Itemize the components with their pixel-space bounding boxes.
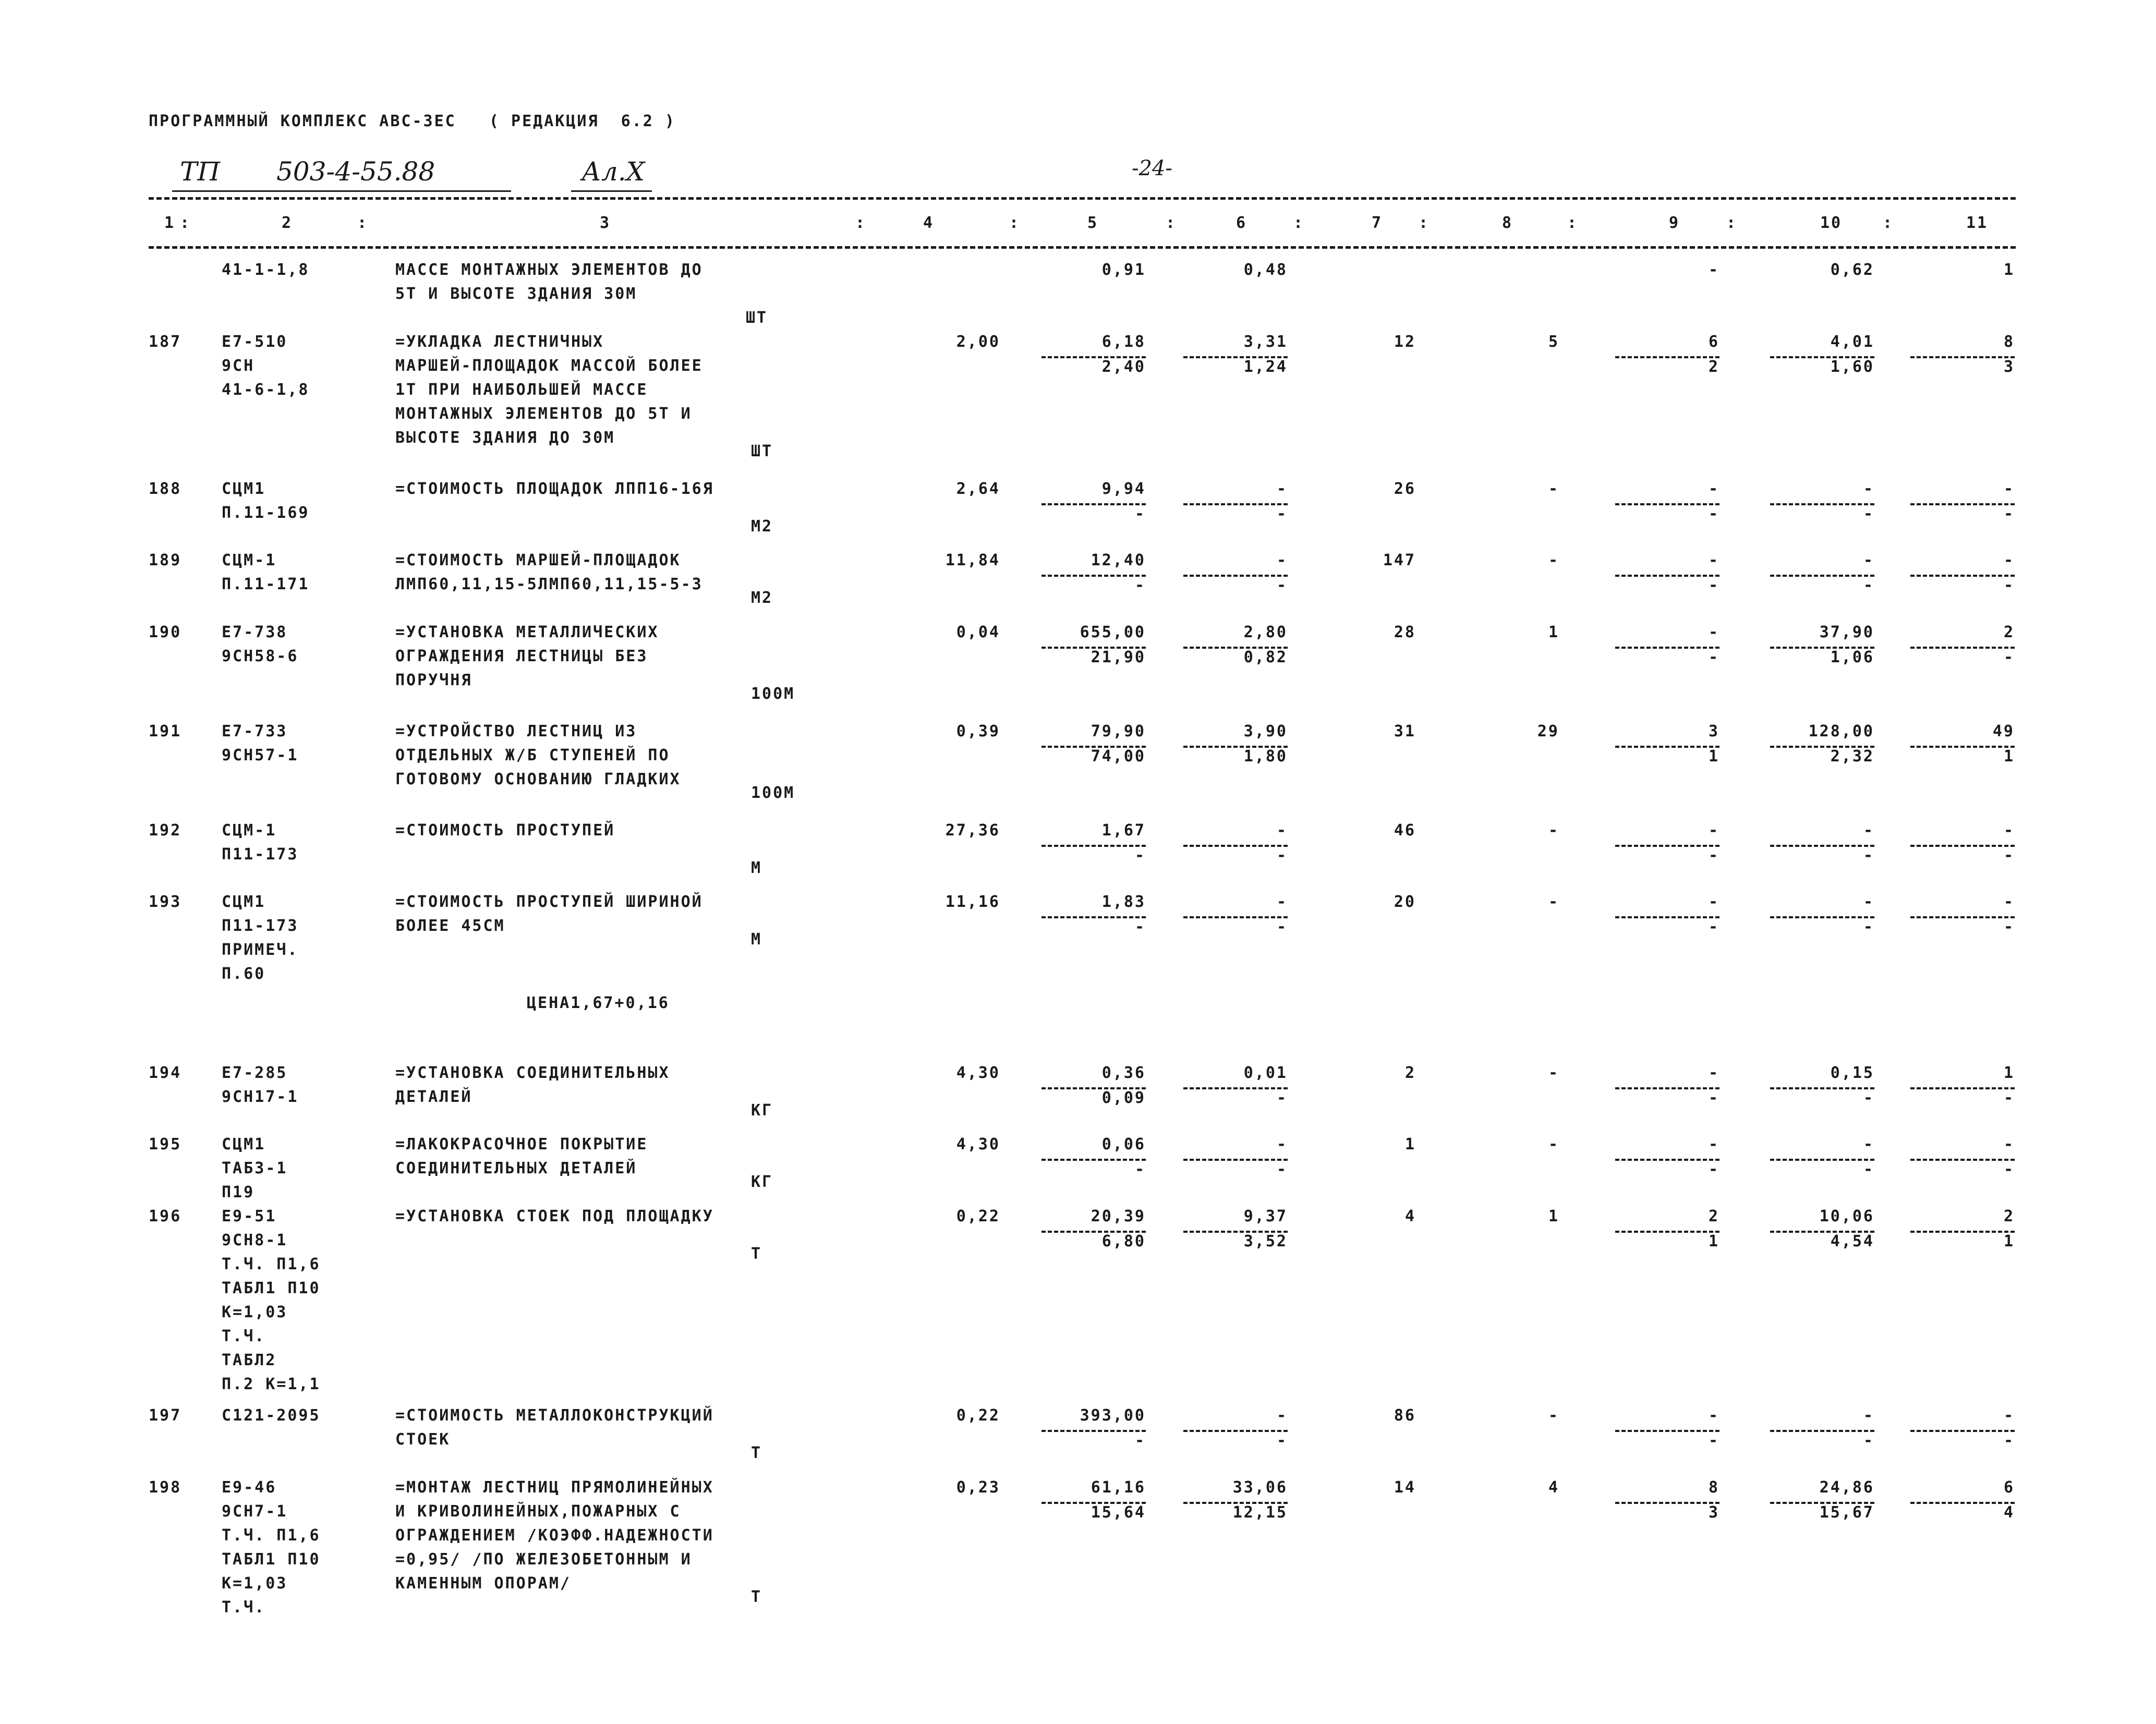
cell-quantity: 11,16 xyxy=(945,893,1000,911)
row-number: 192 xyxy=(149,821,182,840)
row-unit: М2 xyxy=(751,589,773,607)
cell-col11-lower: - xyxy=(2003,1431,2015,1450)
row-code: СЦМ1 xyxy=(222,480,266,498)
row-unit: Т xyxy=(751,1444,762,1462)
cell-col5-lower: 21,90 xyxy=(1091,648,1146,666)
row-code: Т.Ч. П1,6 xyxy=(222,1255,321,1273)
cell-col11-upper: 2 xyxy=(2003,623,2015,641)
cell-col9-upper: 2 xyxy=(1708,1207,1719,1225)
row-number: 195 xyxy=(149,1135,182,1154)
cell-col10-upper: - xyxy=(1863,551,1874,569)
cell-col11-upper: - xyxy=(2003,1135,2015,1154)
row-description: =СТОИМОСТЬ ПРОСТУПЕЙ xyxy=(395,821,615,840)
cell-col8-upper: 1 xyxy=(1548,623,1559,641)
row-description: 1Т ПРИ НАИБОЛЬШЕЙ МАССЕ xyxy=(395,381,648,399)
cell-col5-upper: 0,36 xyxy=(1101,1064,1146,1082)
row-description: СТОЕК xyxy=(395,1430,451,1449)
cell-col7-upper: 14 xyxy=(1394,1478,1416,1497)
cell-col6-lower: - xyxy=(1276,576,1288,594)
cell-col6-lower: - xyxy=(1276,505,1288,523)
cell-col6-upper: - xyxy=(1276,1406,1288,1425)
cell-col6-upper: - xyxy=(1276,1135,1288,1154)
column-number-6: 6 xyxy=(1236,214,1247,232)
cell-col11-lower: 4 xyxy=(2003,1503,2015,1522)
column-separator: : xyxy=(1883,214,1894,232)
cell-col8-upper: 1 xyxy=(1548,1207,1559,1225)
cell-col10-upper: - xyxy=(1863,1406,1874,1425)
cell-col7-upper: 31 xyxy=(1394,722,1416,740)
cell-col9-lower: - xyxy=(1708,1089,1719,1107)
cell-quantity: 0,22 xyxy=(956,1207,1000,1225)
cell-col11-upper: - xyxy=(2003,821,2015,840)
cell-col9-upper: - xyxy=(1708,821,1719,840)
cell-col10-upper: - xyxy=(1863,480,1874,498)
cell-col11-lower: - xyxy=(2003,576,2015,594)
row-description: =УСТАНОВКА СОЕДИНИТЕЛЬНЫХ xyxy=(395,1064,670,1082)
row-code: Е7-738 xyxy=(222,623,288,641)
row-code: Е7-285 xyxy=(222,1064,288,1082)
row-description: МОНТАЖНЫХ ЭЛЕМЕНТОВ ДО 5Т И xyxy=(395,405,692,423)
row-unit: Т xyxy=(751,1588,762,1606)
cell-col9-lower: 2 xyxy=(1708,358,1719,376)
table-top-rule xyxy=(149,197,2016,200)
cell-col10-upper: 0,15 xyxy=(1830,1064,1874,1082)
row-description: МАССЕ МОНТАЖНЫХ ЭЛЕМЕНТОВ ДО xyxy=(395,261,703,279)
column-number-8: 8 xyxy=(1502,214,1513,232)
column-number-11: 11 xyxy=(1966,214,1989,232)
row-description: ЛМП60,11,15-5ЛМП60,11,15-5-3 xyxy=(395,575,703,593)
cell-col5-upper: 79,90 xyxy=(1091,722,1146,740)
column-number-9: 9 xyxy=(1669,214,1680,232)
cell-quantity: 2,64 xyxy=(956,480,1000,498)
cell-col11-lower: - xyxy=(2003,846,2015,865)
column-number-4: 4 xyxy=(923,214,935,232)
cell-col11-upper: 1 xyxy=(2003,1064,2015,1082)
cell-col8-upper: - xyxy=(1548,1064,1559,1082)
cell-col7-upper: 4 xyxy=(1404,1207,1416,1225)
row-code: П.11-169 xyxy=(222,504,310,522)
cell-col6-upper: 33,06 xyxy=(1232,1478,1288,1497)
cell-quantity: 0,23 xyxy=(956,1478,1000,1497)
cell-col8-upper: - xyxy=(1548,551,1559,569)
cell-col6-lower: 0,82 xyxy=(1243,648,1288,666)
cell-col5-lower: - xyxy=(1134,918,1146,936)
cell-col9-lower: - xyxy=(1708,846,1719,865)
row-description: ОГРАЖДЕНИЯ ЛЕСТНИЦЫ БЕЗ xyxy=(395,647,648,665)
row-code: Е9-51 xyxy=(222,1207,277,1225)
row-code: 9СН58-6 xyxy=(222,647,299,665)
row-code: С121-2095 xyxy=(222,1406,321,1425)
cell-col6-lower: - xyxy=(1276,918,1288,936)
row-code: ТАБЛ1 П10 xyxy=(222,1279,321,1297)
cell-col10-lower: - xyxy=(1863,918,1874,936)
header-underline xyxy=(172,190,511,192)
cell-col6-upper: 3,31 xyxy=(1243,333,1288,351)
cell-col10-lower: 2,32 xyxy=(1830,747,1874,766)
cell-col6-upper: 2,80 xyxy=(1243,623,1288,641)
cell-col11-lower: 1 xyxy=(2003,261,2015,279)
cell-col10-lower: - xyxy=(1863,1089,1874,1107)
row-code: П19 xyxy=(222,1183,255,1201)
handwritten-page-number: -24- xyxy=(1132,156,1172,180)
column-separator: : xyxy=(1726,214,1738,232)
row-price-note: ЦЕНА1,67+0,16 xyxy=(527,994,670,1012)
cell-col6-lower: - xyxy=(1276,1089,1288,1107)
cell-col5-lower: 2,40 xyxy=(1101,358,1146,376)
cell-col8-upper: - xyxy=(1548,1135,1559,1154)
cell-col5-upper: 12,40 xyxy=(1091,551,1146,569)
cell-quantity: 4,30 xyxy=(956,1064,1000,1082)
row-description: =0,95/ /ПО ЖЕЛЕЗОБЕТОННЫМ И xyxy=(395,1550,692,1569)
row-code: Т.Ч. xyxy=(222,1598,266,1617)
cell-col10-lower: - xyxy=(1863,1160,1874,1179)
cell-col10-lower: - xyxy=(1863,1431,1874,1450)
cell-col6-lower: 0,48 xyxy=(1243,261,1288,279)
cell-col5-lower: - xyxy=(1134,1160,1146,1179)
column-number-1: 1 xyxy=(164,214,176,232)
cell-col9-upper: - xyxy=(1708,1064,1719,1082)
cell-col6-upper: - xyxy=(1276,551,1288,569)
row-code: П.60 xyxy=(222,965,266,983)
cell-col10-lower: 0,62 xyxy=(1830,261,1874,279)
cell-col5-upper: 9,94 xyxy=(1101,480,1146,498)
cell-col9-lower: - xyxy=(1708,261,1719,279)
cell-col5-lower: 0,09 xyxy=(1101,1089,1146,1107)
row-description: И КРИВОЛИНЕЙНЫХ,ПОЖАРНЫХ С xyxy=(395,1502,681,1521)
cell-quantity: 0,22 xyxy=(956,1406,1000,1425)
row-description: ОТДЕЛЬНЫХ Ж/Б СТУПЕНЕЙ ПО xyxy=(395,746,670,764)
cell-col8-upper: 5 xyxy=(1548,333,1559,351)
row-code: СЦМ1 xyxy=(222,1135,266,1154)
row-description: ГОТОВОМУ ОСНОВАНИЮ ГЛАДКИХ xyxy=(395,770,681,788)
cell-col7-upper: 28 xyxy=(1394,623,1416,641)
cell-col9-upper: - xyxy=(1708,893,1719,911)
cell-col11-lower: - xyxy=(2003,1089,2015,1107)
row-code: Т.Ч. xyxy=(222,1327,266,1345)
row-number: 196 xyxy=(149,1207,182,1225)
row-code: СЦМ1 xyxy=(222,893,266,911)
cell-col10-lower: - xyxy=(1863,846,1874,865)
cell-col5-upper: 393,00 xyxy=(1080,1406,1146,1425)
row-code: 41-1-1,8 xyxy=(222,261,310,279)
cell-col9-lower: - xyxy=(1708,1160,1719,1179)
cell-col5-lower: 74,00 xyxy=(1091,747,1146,766)
row-code: СЦМ-1 xyxy=(222,821,277,840)
cell-col7-upper: 46 xyxy=(1394,821,1416,840)
cell-col11-upper: - xyxy=(2003,551,2015,569)
cell-col5-upper: 6,18 xyxy=(1101,333,1146,351)
cell-quantity: 4,30 xyxy=(956,1135,1000,1154)
cell-col9-upper: 6 xyxy=(1708,333,1719,351)
row-number: 191 xyxy=(149,722,182,740)
row-description: =УСТРОЙСТВО ЛЕСТНИЦ ИЗ xyxy=(395,722,637,740)
column-separator: : xyxy=(1009,214,1021,232)
cell-col5-upper: 1,67 xyxy=(1101,821,1146,840)
row-unit: ШТ xyxy=(751,442,773,460)
row-unit: Т xyxy=(751,1245,762,1263)
row-code: 9СН xyxy=(222,357,255,375)
row-code: 41-6-1,8 xyxy=(222,381,310,399)
row-code: 9СН7-1 xyxy=(222,1502,288,1521)
cell-col6-upper: 3,90 xyxy=(1243,722,1288,740)
cell-quantity: 0,04 xyxy=(956,623,1000,641)
row-code: 9СН57-1 xyxy=(222,746,299,764)
row-unit: ШТ xyxy=(746,309,768,327)
cell-col9-lower: - xyxy=(1708,505,1719,523)
cell-col9-upper: - xyxy=(1708,480,1719,498)
cell-col10-lower: - xyxy=(1863,576,1874,594)
cell-col5-lower: - xyxy=(1134,576,1146,594)
cell-col5-lower: - xyxy=(1134,846,1146,865)
cell-col7-upper: 86 xyxy=(1394,1406,1416,1425)
cell-col9-upper: - xyxy=(1708,1135,1719,1154)
row-description: ВЫСОТЕ ЗДАНИЯ ДО 30М xyxy=(395,429,615,447)
cell-col7-upper: 20 xyxy=(1394,893,1416,911)
row-code: Е7-733 xyxy=(222,722,288,740)
column-separator: : xyxy=(855,214,867,232)
cell-col5-lower: - xyxy=(1134,505,1146,523)
row-code: Е7-510 xyxy=(222,333,288,351)
cell-quantity: 27,36 xyxy=(945,821,1000,840)
cell-col10-lower: 1,06 xyxy=(1830,648,1874,666)
row-unit: КГ xyxy=(751,1101,773,1120)
cell-col10-upper: 37,90 xyxy=(1819,623,1874,641)
program-header: ПРОГРАММНЫЙ КОМПЛЕКС АВС-3ЕС ( РЕДАКЦИЯ 6.2 ) xyxy=(149,112,676,130)
row-code: 9СН8-1 xyxy=(222,1231,288,1249)
column-separator: : xyxy=(1293,214,1305,232)
row-number: 198 xyxy=(149,1478,182,1497)
cell-col5-upper: 61,16 xyxy=(1091,1478,1146,1497)
row-description: =УСТАНОВКА СТОЕК ПОД ПЛОЩАДКУ xyxy=(395,1207,714,1225)
row-number: 189 xyxy=(149,551,182,569)
cell-col5-upper: 0,06 xyxy=(1101,1135,1146,1154)
cell-col8-upper: - xyxy=(1548,893,1559,911)
cell-col8-upper: - xyxy=(1548,1406,1559,1425)
row-code: П.2 К=1,1 xyxy=(222,1375,321,1393)
row-unit: КГ xyxy=(751,1173,773,1191)
cell-col11-upper: - xyxy=(2003,480,2015,498)
cell-col10-upper: - xyxy=(1863,893,1874,911)
cell-col10-upper: - xyxy=(1863,1135,1874,1154)
handwritten-project: ТП xyxy=(180,156,220,187)
row-description: =СТОИМОСТЬ МЕТАЛЛОКОНСТРУКЦИЙ xyxy=(395,1406,714,1425)
row-code: ТАБЛ2 xyxy=(222,1351,277,1369)
cell-col5-upper: 655,00 xyxy=(1080,623,1146,641)
cell-col9-upper: - xyxy=(1708,623,1719,641)
cell-col5-upper: 1,83 xyxy=(1101,893,1146,911)
cell-col6-upper: 0,01 xyxy=(1243,1064,1288,1082)
cell-col10-lower: 15,67 xyxy=(1819,1503,1874,1522)
cell-col10-upper: 4,01 xyxy=(1830,333,1874,351)
row-unit: 100М xyxy=(751,685,795,703)
row-description: =СТОИМОСТЬ ПЛОЩАДОК ЛПП16-16Я xyxy=(395,480,714,498)
row-number: 187 xyxy=(149,333,182,351)
cell-col11-lower: 1 xyxy=(2003,1232,2015,1250)
cell-col5-lower: 6,80 xyxy=(1101,1232,1146,1250)
column-header-rule xyxy=(149,246,2016,249)
cell-quantity: 2,00 xyxy=(956,333,1000,351)
cell-col5-lower: - xyxy=(1134,1431,1146,1450)
cell-col6-lower: 1,80 xyxy=(1243,747,1288,766)
cell-col9-lower: - xyxy=(1708,1431,1719,1450)
cell-col10-upper: 24,86 xyxy=(1819,1478,1874,1497)
row-code: Т.Ч. П1,6 xyxy=(222,1526,321,1545)
cell-col6-upper: - xyxy=(1276,893,1288,911)
cell-col11-lower: - xyxy=(2003,918,2015,936)
cell-col6-lower: - xyxy=(1276,1160,1288,1179)
row-number: 188 xyxy=(149,480,182,498)
cell-col7-upper: 12 xyxy=(1394,333,1416,351)
row-description: =ЛАКОКРАСОЧНОЕ ПОКРЫТИЕ xyxy=(395,1135,648,1154)
cell-col9-lower: - xyxy=(1708,648,1719,666)
cell-col8-upper: - xyxy=(1548,480,1559,498)
row-number: 194 xyxy=(149,1064,182,1082)
row-description: =МОНТАЖ ЛЕСТНИЦ ПРЯМОЛИНЕЙНЫХ xyxy=(395,1478,714,1497)
cell-col5-lower: 15,64 xyxy=(1091,1503,1146,1522)
cell-col11-upper: 6 xyxy=(2003,1478,2015,1497)
cell-col9-upper: 8 xyxy=(1708,1478,1719,1497)
row-description: ОГРАЖДЕНИЕМ /КОЭФФ.НАДЕЖНОСТИ xyxy=(395,1526,714,1545)
cell-col11-lower: 3 xyxy=(2003,358,2015,376)
cell-col10-lower: 1,60 xyxy=(1830,358,1874,376)
cell-col11-lower: 1 xyxy=(2003,747,2015,766)
row-code: П11-173 xyxy=(222,917,299,935)
cell-col6-lower: - xyxy=(1276,846,1288,865)
cell-col6-lower: - xyxy=(1276,1431,1288,1450)
row-description: МАРШЕЙ-ПЛОЩАДОК МАССОЙ БОЛЕЕ xyxy=(395,357,703,375)
cell-col6-upper: 9,37 xyxy=(1243,1207,1288,1225)
cell-col6-lower: 12,15 xyxy=(1232,1503,1288,1522)
row-code: К=1,03 xyxy=(222,1574,288,1593)
cell-col5-lower: 0,91 xyxy=(1101,261,1146,279)
cell-col8-upper: - xyxy=(1548,821,1559,840)
row-unit: М xyxy=(751,859,762,877)
row-code: П11-173 xyxy=(222,845,299,864)
row-code: ПРИМЕЧ. xyxy=(222,941,299,959)
row-description: =УКЛАДКА ЛЕСТНИЧНЫХ xyxy=(395,333,604,351)
cell-col10-upper: 128,00 xyxy=(1808,722,1874,740)
column-number-3: 3 xyxy=(600,214,611,232)
column-number-7: 7 xyxy=(1372,214,1383,232)
row-number: 197 xyxy=(149,1406,182,1425)
column-number-2: 2 xyxy=(282,214,293,232)
row-description: =СТОИМОСТЬ ПРОСТУПЕЙ ШИРИНОЙ xyxy=(395,893,703,911)
row-code: П.11-171 xyxy=(222,575,310,593)
cell-col5-upper: 20,39 xyxy=(1091,1207,1146,1225)
row-description: БОЛЕЕ 45СМ xyxy=(395,917,505,935)
cell-col10-lower: 4,54 xyxy=(1830,1232,1874,1250)
row-description: ДЕТАЛЕЙ xyxy=(395,1088,473,1106)
cell-col7-upper: 1 xyxy=(1404,1135,1416,1154)
cell-col10-upper: - xyxy=(1863,821,1874,840)
cell-col10-upper: 10,06 xyxy=(1819,1207,1874,1225)
row-description: ПОРУЧНЯ xyxy=(395,671,473,689)
row-number: 190 xyxy=(149,623,182,641)
cell-col9-upper: 3 xyxy=(1708,722,1719,740)
cell-col9-lower: - xyxy=(1708,576,1719,594)
cell-col6-lower: 3,52 xyxy=(1243,1232,1288,1250)
row-description: =СТОИМОСТЬ МАРШЕЙ-ПЛОЩАДОК xyxy=(395,551,681,569)
cell-col11-upper: 2 xyxy=(2003,1207,2015,1225)
row-code: ТАБЗ-1 xyxy=(222,1159,288,1177)
row-code: К=1,03 xyxy=(222,1303,288,1321)
cell-col11-upper: - xyxy=(2003,1406,2015,1425)
cell-col11-lower: - xyxy=(2003,505,2015,523)
cell-col7-upper: 2 xyxy=(1404,1064,1416,1082)
row-code: СЦМ-1 xyxy=(222,551,277,569)
cell-col6-upper: - xyxy=(1276,821,1288,840)
row-description: СОЕДИНИТЕЛЬНЫХ ДЕТАЛЕЙ xyxy=(395,1159,637,1177)
row-unit: 100М xyxy=(751,784,795,802)
row-unit: М xyxy=(751,930,762,949)
cell-col11-upper: - xyxy=(2003,893,2015,911)
cell-col11-upper: 8 xyxy=(2003,333,2015,351)
cell-quantity: 0,39 xyxy=(956,722,1000,740)
cell-col9-lower: 1 xyxy=(1708,1232,1719,1250)
column-separator: : xyxy=(1419,214,1430,232)
column-number-10: 10 xyxy=(1820,214,1843,232)
cell-col9-lower: 3 xyxy=(1708,1503,1719,1522)
cell-col7-upper: 147 xyxy=(1383,551,1416,569)
cell-col8-upper: 29 xyxy=(1537,722,1559,740)
cell-col7-upper: 26 xyxy=(1394,480,1416,498)
row-code: Е9-46 xyxy=(222,1478,277,1497)
cell-col11-upper: 49 xyxy=(1992,722,2015,740)
column-number-5: 5 xyxy=(1087,214,1099,232)
handwritten-album: Ал.X xyxy=(582,156,645,187)
album-underline xyxy=(571,190,652,192)
cell-col9-lower: 1 xyxy=(1708,747,1719,766)
cell-col9-lower: - xyxy=(1708,918,1719,936)
cell-col11-lower: - xyxy=(2003,648,2015,666)
cell-col6-upper: - xyxy=(1276,480,1288,498)
column-separator: : xyxy=(1166,214,1177,232)
column-separator: : xyxy=(1567,214,1579,232)
cell-quantity: 11,84 xyxy=(945,551,1000,569)
column-separator: : xyxy=(357,214,369,232)
row-description: 5Т И ВЫСОТЕ ЗДАНИЯ 30М xyxy=(395,285,637,303)
row-unit: М2 xyxy=(751,517,773,536)
cell-col10-lower: - xyxy=(1863,505,1874,523)
handwritten-number: 503-4-55.88 xyxy=(276,156,435,187)
row-code: 9СН17-1 xyxy=(222,1088,299,1106)
row-code: ТАБЛ1 П10 xyxy=(222,1550,321,1569)
cell-col6-lower: 1,24 xyxy=(1243,358,1288,376)
row-description: КАМЕННЫМ ОПОРАМ/ xyxy=(395,1574,571,1593)
row-number: 193 xyxy=(149,893,182,911)
column-separator: : xyxy=(180,214,191,232)
cell-col9-upper: - xyxy=(1708,1406,1719,1425)
row-description: =УСТАНОВКА МЕТАЛЛИЧЕСКИХ xyxy=(395,623,659,641)
cell-col8-upper: 4 xyxy=(1548,1478,1559,1497)
cell-col9-upper: - xyxy=(1708,551,1719,569)
cell-col11-lower: - xyxy=(2003,1160,2015,1179)
